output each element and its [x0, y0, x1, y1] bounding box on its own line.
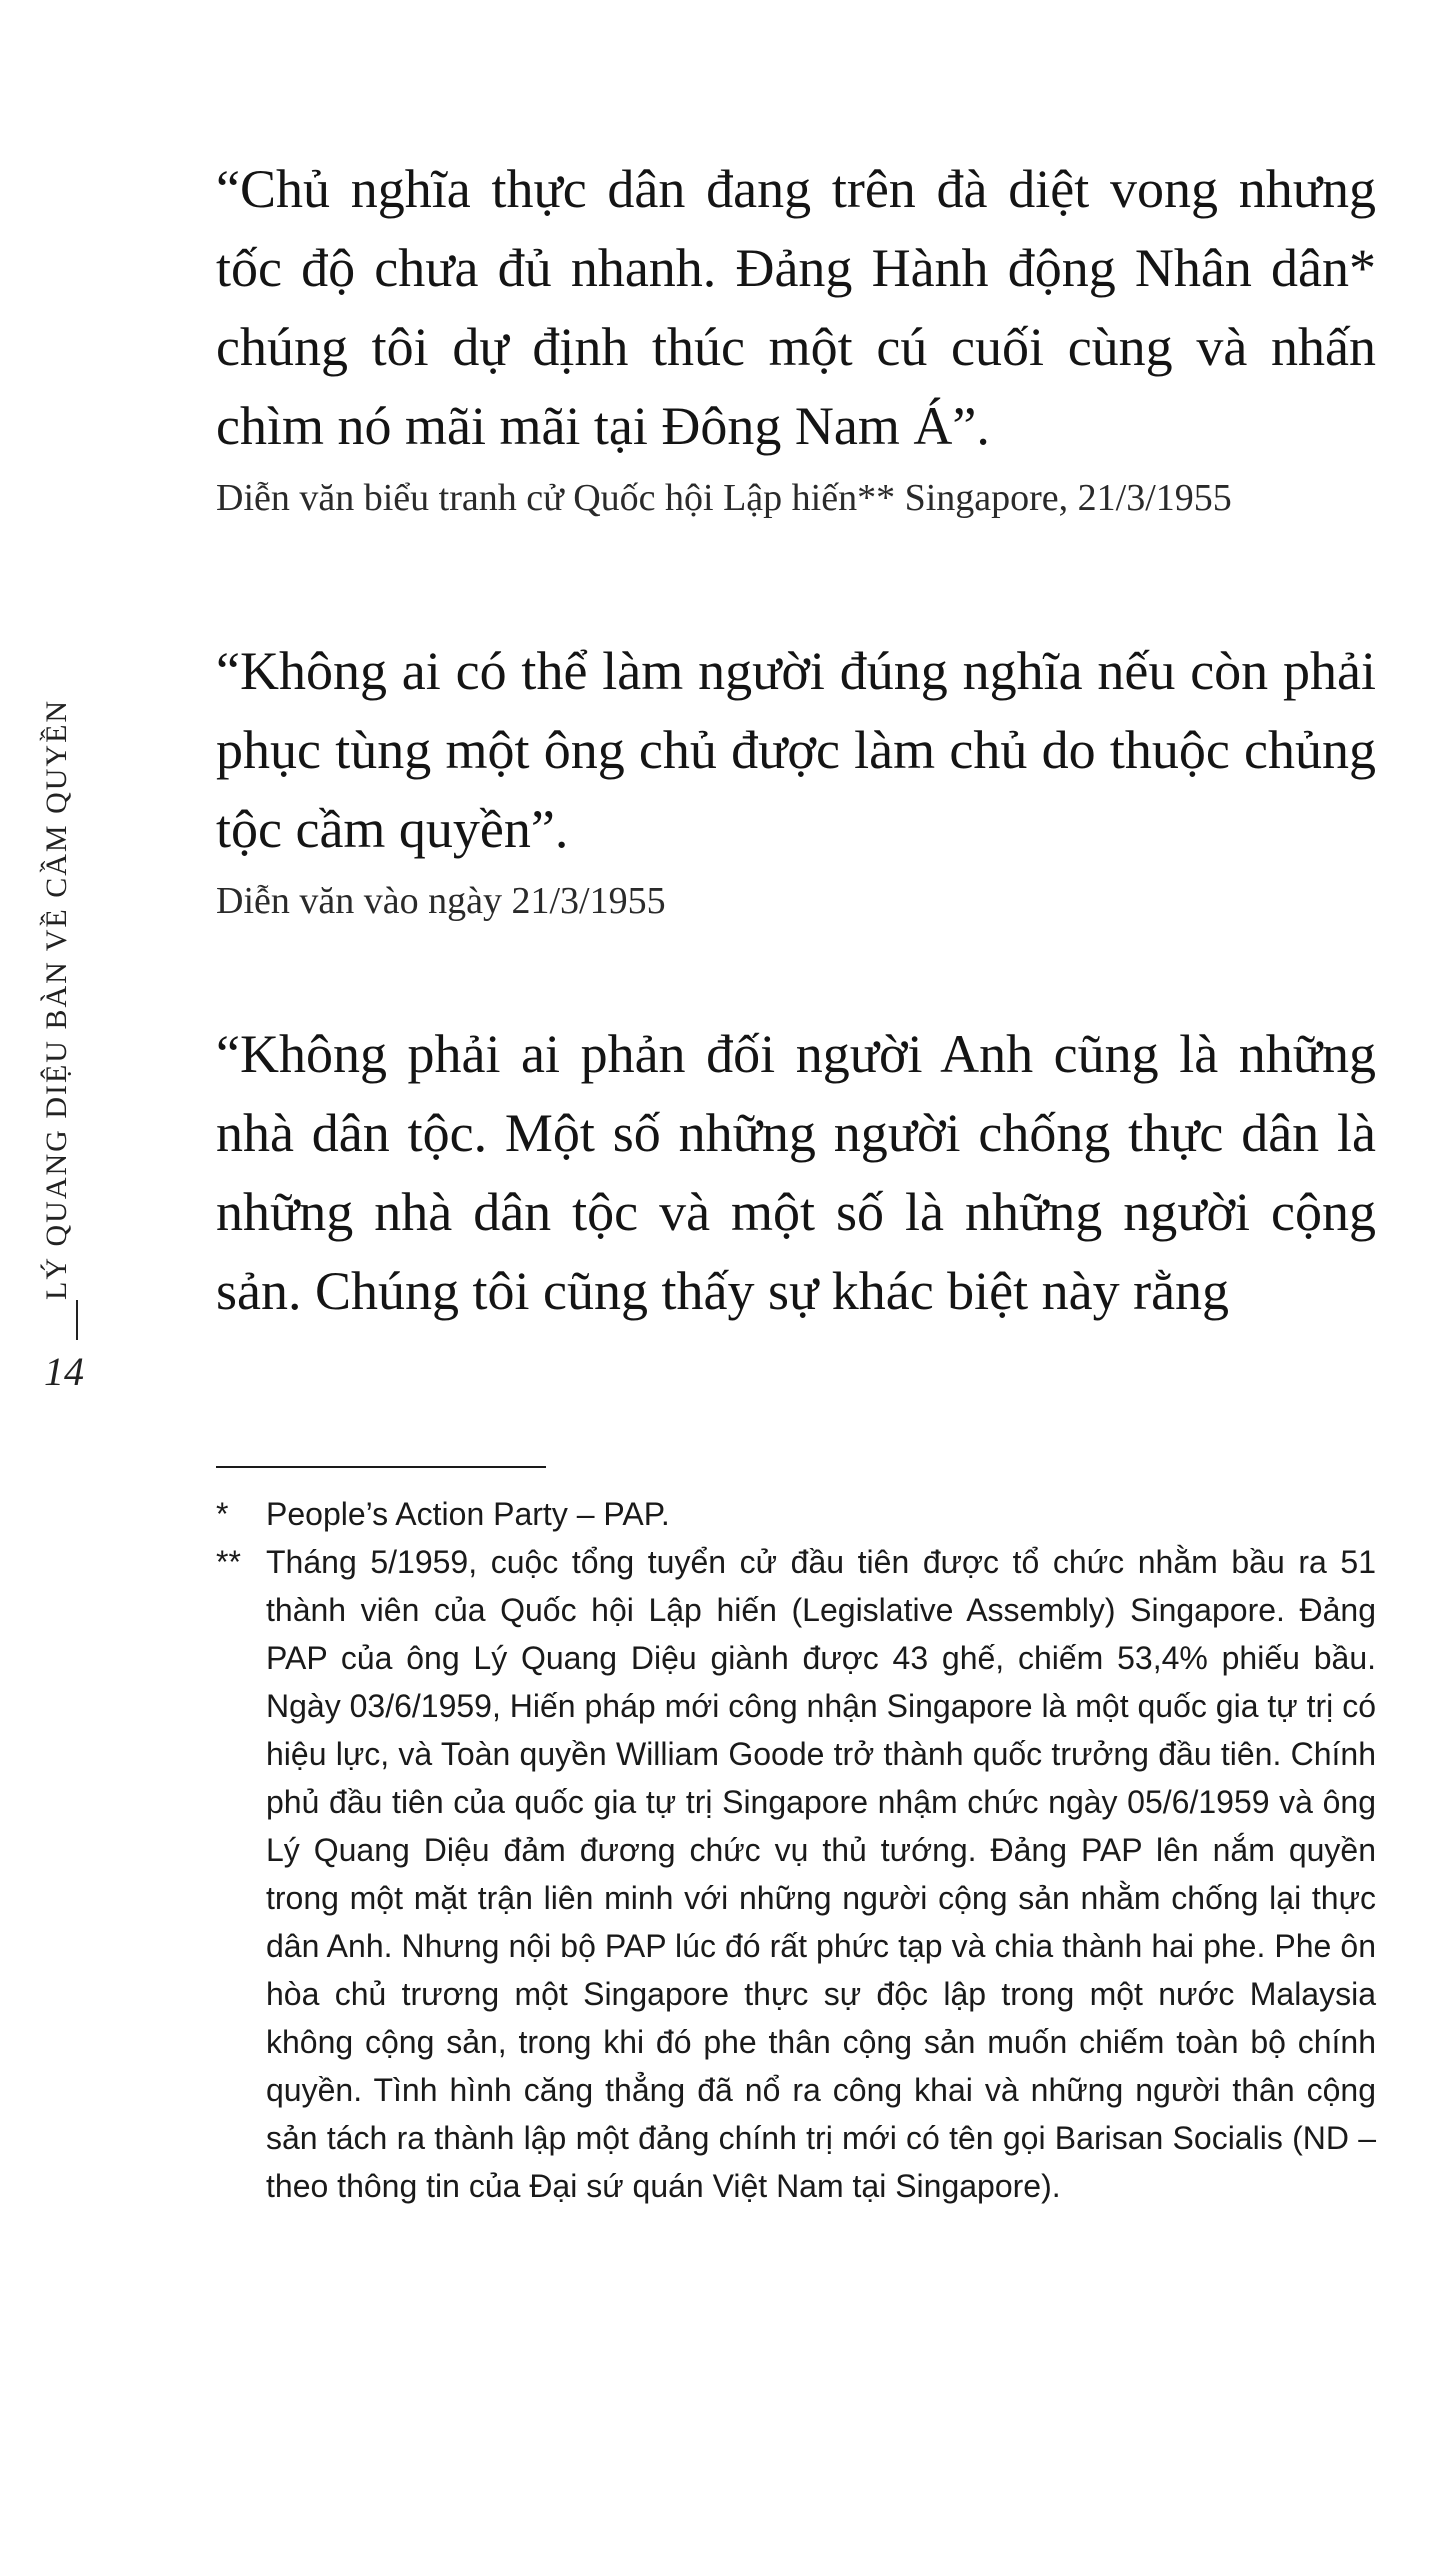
quote-text: “Chủ nghĩa thực dân đang trên đà diệt vong nhưng tốc độ chưa đủ nhanh. Đảng Hành động Nhân dân* chúng tôi dự định thúc một cú cuối cùng và nhấn chìm nó mãi mãi tại Đông Nam Á”. — [216, 159, 1376, 456]
footnote-marker: * — [216, 1496, 229, 1532]
quote-text: “Không ai có thể làm người đúng nghĩa nếu còn phải phục tùng một ông chủ được làm chủ do thuộc chủng tộc cầm quyền”. — [216, 641, 1376, 859]
footnote-marker: ** — [216, 1544, 241, 1580]
running-head: LÝ QUANG DIỆU BÀN VỀ CẦM QUYỀN — [40, 698, 73, 1300]
footnote-divider — [216, 1466, 546, 1468]
page-number: 14 — [44, 1349, 84, 1394]
quote-text: “Không phải ai phản đối người Anh cũng là những nhà dân tộc. Một số những người chống thực dân là những nhà dân tộc và một số là những người cộng sản. Chúng tôi cũng thấy sự khác biệt này rằng — [216, 1024, 1376, 1321]
footnote-2 — [216, 1538, 1376, 2210]
main-content — [216, 150, 1376, 1331]
footnote-1 — [216, 1490, 1376, 1538]
quote-source: Diễn văn biểu tranh cử Quốc hội Lập hiến** Singapore, 21/3/1955 — [216, 477, 1232, 519]
footnote-text: Tháng 5/1959, cuộc tổng tuyển cử đầu tiên được tổ chức nhằm bầu ra 51 thành viên của Quốc hội Lập hiến (Legislative Assembly) Singapore. Đảng PAP của ông Lý Quang Diệu giành được 43 ghế, chiếm 53,4% phiếu bầu. Ngày 03/6/1959, Hiến pháp mới công nhận Singapore là một quốc gia tự trị có hiệu lực, và Toàn quyền William Goode trở thành quốc trưởng đầu tiên. Chính phủ đầu tiên của quốc gia tự trị Singapore nhậm chức ngày 05/6/1959 và ông Lý Quang Diệu đảm đương chức vụ thủ tướng. Đảng PAP lên nắm quyền trong một mặt trận liên minh với những người cộng sản nhằm chống lại thực dân Anh. Nhưng nội bộ PAP lúc đó rất phức tạp và chia thành hai phe. Phe ôn hòa chủ trương một Singapore thực sự độc lập trong một nước Malaysia không cộng sản, trong khi đó phe thân cộng sản muốn chiếm toàn bộ chính quyền. Tình hình căng thẳng đã nổ ra công khai và những người thân cộng sản tách ra thành lập một đảng chính trị mới có tên gọi Barisan Socialis (ND – theo thông tin của Đại sứ quán Việt Nam tại Singapore). — [266, 1544, 1376, 2204]
quote-block-1 — [216, 150, 1376, 524]
footnote-text: People’s Action Party – PAP. — [266, 1496, 670, 1532]
running-head-rule — [76, 1300, 78, 1340]
quote-source: Diễn văn vào ngày 21/3/1955 — [216, 880, 666, 922]
quote-block-2 — [216, 632, 1376, 927]
quote-block-3 — [216, 1015, 1376, 1331]
footnotes — [216, 1490, 1376, 2210]
